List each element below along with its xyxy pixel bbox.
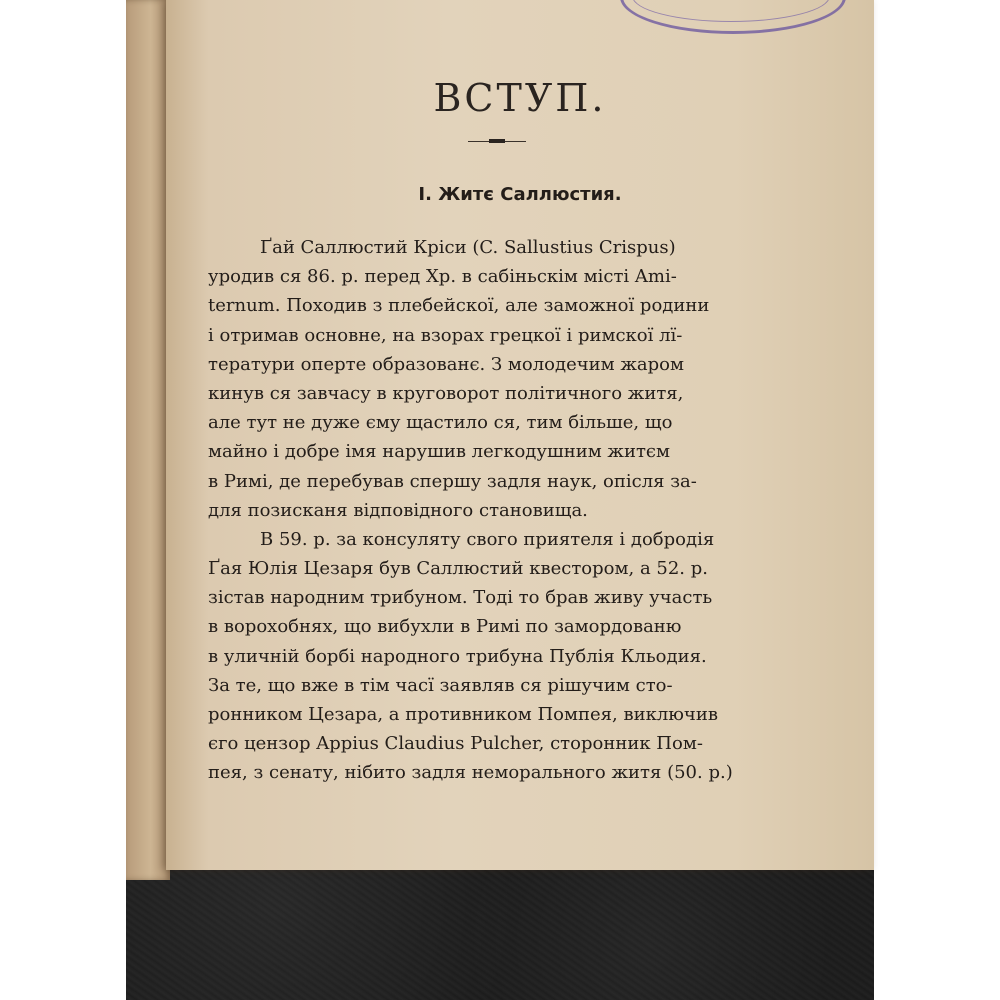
text-line: але тут не дуже єму щастило ся, тим більше, що <box>208 412 673 434</box>
page-heading: ВСТУП. <box>433 76 607 120</box>
text-line: для позисканя відповідного становища. <box>208 499 588 521</box>
text-line: ронником Цезара, а противником Помпея, виключив <box>208 704 718 725</box>
heading-divider-center <box>489 139 505 143</box>
section-title: І. Житє Саллюстия. <box>418 184 622 205</box>
text-line: уродив ся 86. р. перед Хр. в сабіньскім місті Ami- <box>208 266 677 288</box>
text-line: За те, що вже в тім часї заявляв ся рішучим сто- <box>208 674 673 696</box>
text-line: пея, з сенату, нібито задля неморального житя (50. р.) <box>208 762 733 784</box>
text-line: і отримав основне, на взорах грецкої і римскої лї- <box>208 324 683 346</box>
text-line: в Римі, де перебував спершу задля наук, опісля за- <box>208 470 697 492</box>
text-line: В 59. р. за консуляту свого приятеля і добродія <box>260 528 715 550</box>
body-text <box>208 233 782 788</box>
text-line: в ворохобнях, що вибухли в Римі по замордованю <box>208 616 682 638</box>
leather-surface <box>126 860 874 1000</box>
text-line: єго цензор Appius Claudius Pulcher, сторонник Пом- <box>208 733 703 755</box>
text-line: тератури оперте образованє. З молодечим жаром <box>208 353 685 375</box>
left-page-edge <box>126 0 170 880</box>
text-line: Ґай Саллюстий Кріси (C. Sallustius Crispus) <box>260 237 676 258</box>
text-line: кинув ся завчасу в круговорот політичного житя, <box>208 382 684 404</box>
text-line: зістав народним трибуном. Тоді то брав живу участь <box>208 587 713 609</box>
text-line: майно і добре імя нарушив легкодушним житєм <box>208 441 671 463</box>
text-line: Ґая Юлія Цезаря був Саллюстий квестором, а 52. р. <box>208 558 708 580</box>
text-line: в уличній борбі народного трибуна Публія Кльодия. <box>208 645 707 667</box>
text-line: ternum. Походив з плебейскої, але заможної родини <box>208 295 710 317</box>
